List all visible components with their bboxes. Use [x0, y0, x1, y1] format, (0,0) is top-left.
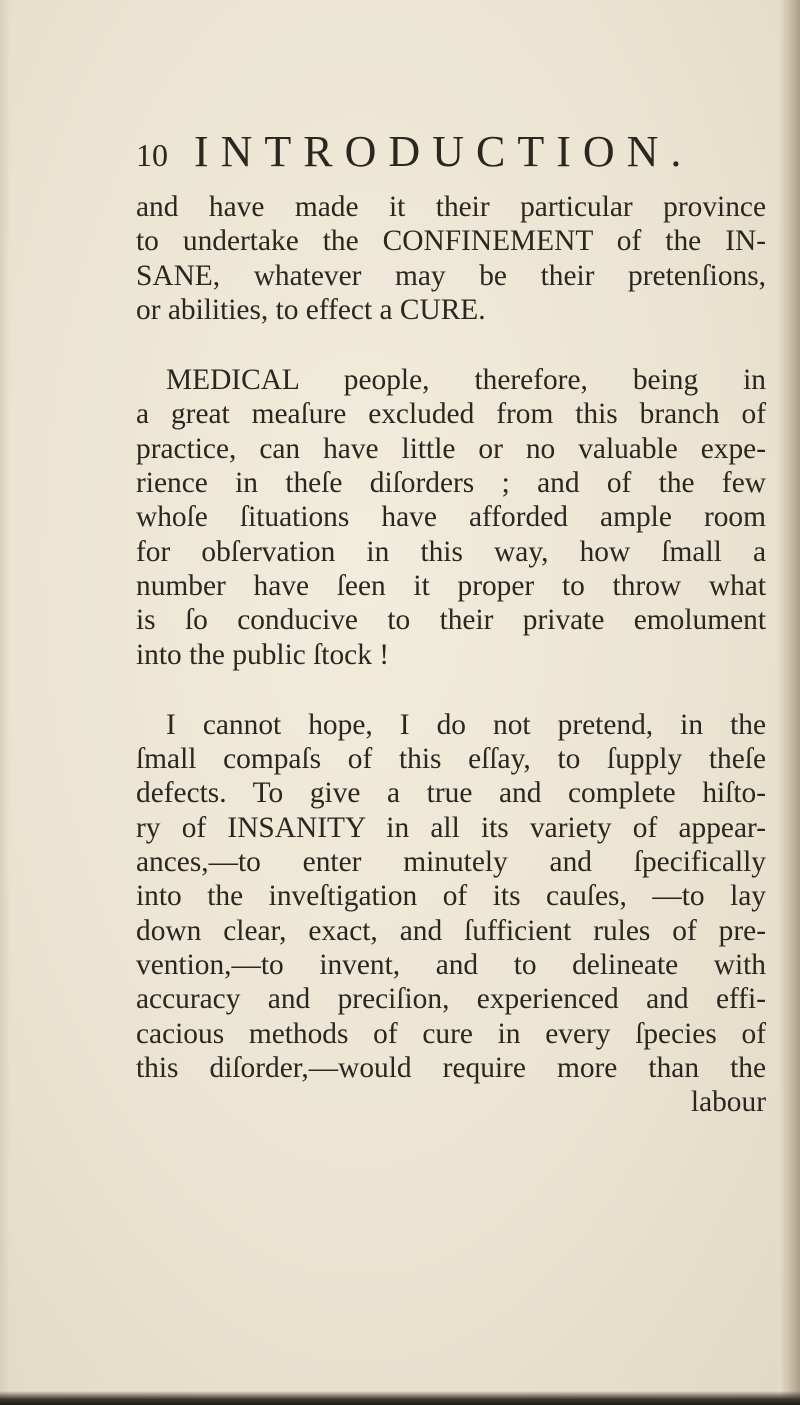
text-line: and have made it their particular province — [136, 191, 766, 223]
page-gutter-shadow — [778, 0, 800, 1405]
page-header — [136, 128, 716, 176]
body-text — [136, 190, 766, 1119]
text-line: is ſo conducive to their private emolument — [136, 604, 766, 637]
text-line: defects. To give a true and complete hiſto- — [136, 777, 766, 810]
text-line: ſmall compaſs of this eſſay, to ſupply theſe — [136, 743, 766, 776]
text-line: ry of INSANITY in all its variety of appear- — [136, 811, 766, 844]
text-line: down clear, exact, and ſufficient rules of pre- — [136, 914, 766, 947]
text-line: whoſe ſituations have afforded ample room — [136, 501, 766, 534]
text-line: a great meaſure excluded from this branch of — [136, 398, 766, 431]
page-left-edge — [0, 0, 10, 1405]
text-line: SANE, whatever may be their pretenſions, — [136, 259, 766, 292]
text-line: for obſervation in this way, how ſmall a — [136, 535, 766, 568]
paragraph-gap — [136, 327, 766, 363]
text-line: into the inveſtigation of its cauſes, —to lay — [136, 880, 766, 913]
text-line: I cannot hope, I do not pretend, in the — [166, 708, 766, 741]
text-line: practice, can have little or no valuable expe- — [136, 432, 766, 465]
catchword: labour — [690, 1086, 766, 1119]
text-line: ances,—to enter minutely and ſpecifically — [136, 846, 766, 879]
page-bottom-edge — [0, 1391, 800, 1405]
text-line: to undertake the CONFINEMENT of the IN- — [136, 225, 766, 258]
text-line: rience in theſe diſorders ; and of the few — [136, 467, 766, 500]
text-line: into the public ſtock ! — [136, 638, 390, 671]
text-line: number have ſeen it proper to throw what — [136, 569, 766, 602]
running-head: INTRODUCTION. — [194, 127, 694, 176]
text-line: or abilities, to effect a CURE. — [136, 293, 486, 326]
text-line: MEDICAL people, therefore, being in — [166, 364, 766, 397]
text-line: cacious methods of cure in every ſpecies of — [136, 1017, 766, 1050]
text-line: vention,—to invent, and to delineate with — [136, 948, 766, 981]
paragraph-gap — [136, 672, 766, 708]
text-line: this diſorder,—would require more than the — [136, 1051, 766, 1084]
text-line: accuracy and preciſion, experienced and effi- — [136, 983, 766, 1016]
page-number: 10 — [136, 137, 168, 173]
